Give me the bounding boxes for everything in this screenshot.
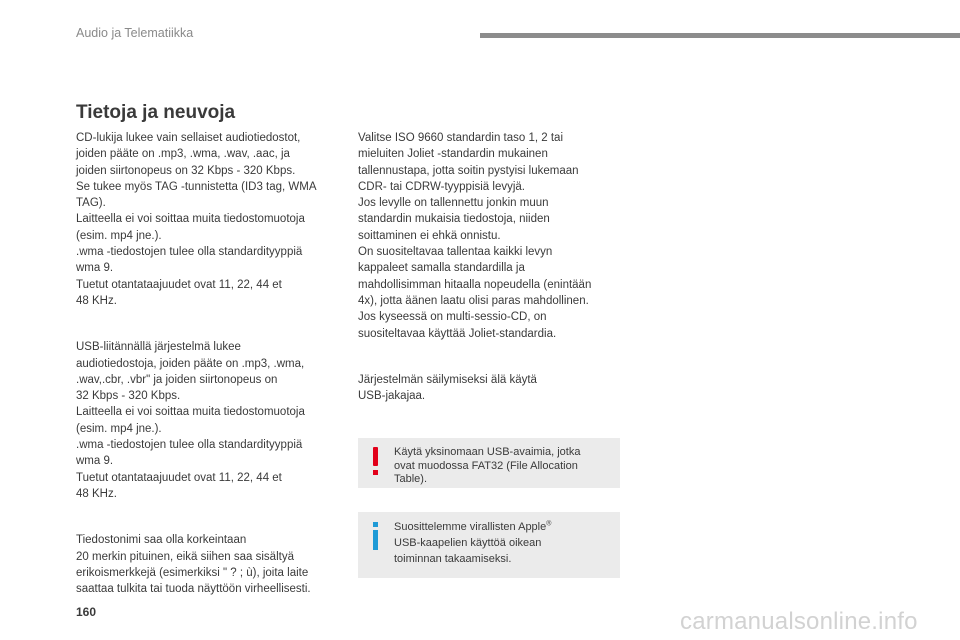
page-number: 160 — [76, 605, 97, 619]
usb-hub-paragraph: Järjestelmän säilymiseksi älä käytä USB-jakajaa. — [358, 373, 537, 403]
filename-paragraph: Tiedostonimi saa olla korkeintaan 20 merkin pituinen, eikä siihen saa sisältyä erikoismerkkejä (esimerkiksi " ? ; ù), joita laite saattaa tulkita tai tuoda näyttöön virheellisesti. — [76, 534, 311, 596]
page-title: Tietoja ja neuvoja — [76, 102, 236, 123]
watermark: carmanualsonline.info — [680, 608, 918, 635]
registered-mark: ® — [546, 520, 552, 528]
info-box — [358, 512, 620, 578]
right-column — [358, 130, 623, 404]
header-title: Audio ja Telematiikka — [76, 26, 194, 40]
warning-box — [358, 438, 620, 488]
info-text — [394, 519, 614, 567]
usb-formats-paragraph: USB-liitännällä järjestelmä lukee audiotiedostoja, joiden pääte on .mp3, .wma, .wav,.cbr, .vbr" ja joiden siirtonopeus on 32 Kbps - 320 Kbps. Laitteella ei voi soittaa muita tiedostomuotoja (esim. mp4 jne.). .wma -tiedostojen tulee olla standardityyppiä wma 9. Tuetut otantataajuudet ovat 11, 22, 44 et 48 KHz. — [76, 341, 305, 500]
exclamation-icon — [370, 447, 380, 477]
left-column — [76, 130, 346, 597]
info-text-start: Suosittelemme virallisten Apple — [394, 521, 547, 533]
info-text-end: USB-kaapelien käyttöä oikean toiminnan takaamiseksi. — [394, 537, 542, 565]
iso-standard-paragraph: Valitse ISO 9660 standardin taso 1, 2 tai mieluiten Joliet -standardin mukainen tallennustapa, jotta soitin pystyisi lukemaan CDR- tai CDRW-tyyppisiä levyjä. Jos levylle on tallennettu jonkin muun standardin mukaisia tiedostoja, niiden soittaminen ei ehkä onnistu. On suositeltavaa tallentaa kaikki levyn kappaleet samalla standardilla ja mahdollisimman hitaalla nopeudella (enintään 4x), jotta äänen laatu olisi paras mahdollinen. Jos kyseessä on multi-sessio-CD, on suositeltavaa käyttää Joliet-standardia. — [358, 132, 592, 340]
info-icon — [370, 522, 380, 552]
warning-text: Käytä yksinomaan USB-avaimia, jotka ovat muodossa FAT32 (File Allocation Table). — [394, 446, 581, 485]
cd-formats-paragraph: CD-lukija lukee vain sellaiset audiotiedostot, joiden pääte on .mp3, .wma, .wav, .aac, ja joiden siirtonopeus on 32 Kbps - 320 Kbps. Se tukee myös TAG -tunnistetta (ID3 tag, WMA TAG). Laitteella ei voi soittaa muita tiedostomuotoja (esim. mp4 jne.). .wma -tiedostojen tulee olla standardityyppiä wma 9. Tuetut otantataajuudet ovat 11, 22, 44 et 48 KHz. — [76, 132, 317, 307]
header-rule — [480, 33, 960, 38]
